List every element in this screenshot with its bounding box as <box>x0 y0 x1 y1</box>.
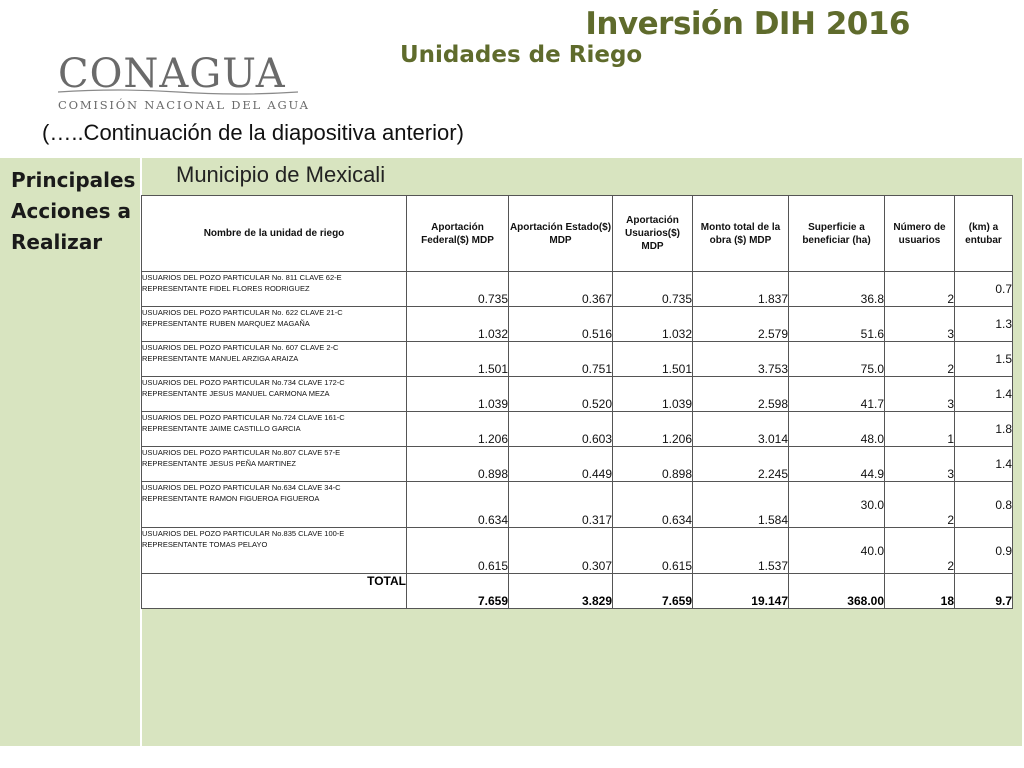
unidad-line2: REPRESENTANTE MANUEL ARZIGA ARAIZA <box>142 354 299 363</box>
total-row <box>142 574 1013 609</box>
unidad-line1: USUARIOS DEL POZO PARTICULAR No.724 CLAVE 161-C <box>142 413 345 422</box>
col-header-superficie: Superficie a beneficiar (ha) <box>789 196 885 272</box>
superficie-cell: 51.6 <box>789 307 885 342</box>
total-cell: 1.584 <box>693 482 789 528</box>
estado-cell: 0.367 <box>509 272 613 307</box>
logo-subtitle: COMISIÓN NACIONAL DEL AGUA <box>58 98 310 112</box>
federal-cell: 1.032 <box>407 307 509 342</box>
unidad-line1: USUARIOS DEL POZO PARTICULAR No. 811 CLAVE 62-E <box>142 273 342 282</box>
municipio-title: Municipio de Mexicali <box>176 162 386 187</box>
logo-wordmark: CONAGUA <box>58 51 286 97</box>
usuarios-cell: 0.898 <box>613 447 693 482</box>
usuarios-cell: 1.032 <box>613 307 693 342</box>
estado-cell: 0.603 <box>509 412 613 447</box>
superficie-cell: 30.0 <box>789 482 885 528</box>
usuarios-cell: 1.206 <box>613 412 693 447</box>
unidad-name <box>142 528 407 574</box>
federal-cell: 0.615 <box>407 528 509 574</box>
total-monto: 19.147 <box>693 574 789 609</box>
usuarios-cell: 1.039 <box>613 377 693 412</box>
total-usuarios: 7.659 <box>613 574 693 609</box>
unidad-line2: REPRESENTANTE RAMON FIGUEROA FIGUEROA <box>142 494 320 503</box>
km-cell: 1.4 <box>955 447 1013 482</box>
total-federal: 7.659 <box>407 574 509 609</box>
usuarios-cell: 1.501 <box>613 342 693 377</box>
table-row <box>142 412 1013 447</box>
total-cell: 1.537 <box>693 528 789 574</box>
slide-subtitle: Unidades de Riego <box>400 42 643 68</box>
unidad-name <box>142 447 407 482</box>
table-row <box>142 447 1013 482</box>
federal-cell: 1.039 <box>407 377 509 412</box>
numero-cell: 2 <box>885 528 955 574</box>
unidad-line2: REPRESENTANTE JESUS MANUEL CARMONA MEZA <box>142 389 330 398</box>
federal-cell: 0.634 <box>407 482 509 528</box>
unidad-name <box>142 307 407 342</box>
km-cell: 0.8 <box>955 482 1013 528</box>
usuarios-cell: 0.634 <box>613 482 693 528</box>
unidad-line2: REPRESENTANTE RUBEN MARQUEZ MAGAÑA <box>142 319 310 328</box>
col-header-usuarios: Aportación Usuarios($) MDP <box>613 196 693 272</box>
acciones-heading: Principales Acciones a Realizar <box>11 168 136 254</box>
total-numero: 18 <box>885 574 955 609</box>
total-cell: 3.753 <box>693 342 789 377</box>
unidad-line1: USUARIOS DEL POZO PARTICULAR No. 607 CLAVE 2-C <box>142 343 339 352</box>
usuarios-cell: 0.735 <box>613 272 693 307</box>
table-header-row <box>142 196 1013 272</box>
estado-cell: 0.516 <box>509 307 613 342</box>
col-header-monto: Monto total de la obra ($) MDP <box>693 196 789 272</box>
slide-title: Inversión DIH 2016 <box>585 6 910 42</box>
table-row <box>142 272 1013 307</box>
numero-cell: 3 <box>885 307 955 342</box>
investment-table <box>141 195 1013 609</box>
col-header-nombre: Nombre de la unidad de riego <box>142 196 407 272</box>
col-header-km: (km) a entubar <box>955 196 1013 272</box>
km-cell: 1.5 <box>955 342 1013 377</box>
numero-cell: 2 <box>885 342 955 377</box>
continuation-note: (…..Continuación de la diapositiva anterior) <box>42 120 464 145</box>
km-cell: 0.9 <box>955 528 1013 574</box>
unidad-name <box>142 272 407 307</box>
unidad-line1: USUARIOS DEL POZO PARTICULAR No.734 CLAVE 172-C <box>142 378 345 387</box>
total-label: TOTAL <box>142 574 407 609</box>
total-cell: 2.598 <box>693 377 789 412</box>
numero-cell: 2 <box>885 482 955 528</box>
usuarios-cell: 0.615 <box>613 528 693 574</box>
table-row <box>142 528 1013 574</box>
unidad-line2: REPRESENTANTE FIDEL FLORES RODRIGUEZ <box>142 284 310 293</box>
total-km: 9.7 <box>955 574 1013 609</box>
total-cell: 1.837 <box>693 272 789 307</box>
unidad-line1: USUARIOS DEL POZO PARTICULAR No.634 CLAVE 34-C <box>142 483 341 492</box>
km-cell: 1.4 <box>955 377 1013 412</box>
total-estado: 3.829 <box>509 574 613 609</box>
unidad-line1: USUARIOS DEL POZO PARTICULAR No.835 CLAVE 100-E <box>142 529 345 538</box>
superficie-cell: 40.0 <box>789 528 885 574</box>
unidad-line1: USUARIOS DEL POZO PARTICULAR No. 622 CLAVE 21-C <box>142 308 343 317</box>
km-cell: 1.3 <box>955 307 1013 342</box>
superficie-cell: 41.7 <box>789 377 885 412</box>
unidad-line2: REPRESENTANTE JAIME CASTILLO GARCIA <box>142 424 301 433</box>
unidad-line1: USUARIOS DEL POZO PARTICULAR No.807 CLAVE 57-E <box>142 448 341 457</box>
col-header-federal: Aportación Federal($) MDP <box>407 196 509 272</box>
logo-wave-icon <box>58 88 298 96</box>
total-cell: 2.245 <box>693 447 789 482</box>
federal-cell: 0.898 <box>407 447 509 482</box>
unidad-line2: REPRESENTANTE JESUS PEÑA MARTINEZ <box>142 459 296 468</box>
unidad-name <box>142 342 407 377</box>
unidad-name <box>142 412 407 447</box>
unidad-name <box>142 482 407 528</box>
estado-cell: 0.520 <box>509 377 613 412</box>
col-header-estado: Aportación Estado($) MDP <box>509 196 613 272</box>
total-superficie: 368.00 <box>789 574 885 609</box>
conagua-logo <box>58 52 318 118</box>
estado-cell: 0.307 <box>509 528 613 574</box>
numero-cell: 3 <box>885 447 955 482</box>
km-cell: 1.8 <box>955 412 1013 447</box>
unidad-name <box>142 377 407 412</box>
table-row <box>142 482 1013 528</box>
superficie-cell: 48.0 <box>789 412 885 447</box>
total-cell: 2.579 <box>693 307 789 342</box>
federal-cell: 0.735 <box>407 272 509 307</box>
total-cell: 3.014 <box>693 412 789 447</box>
numero-cell: 3 <box>885 377 955 412</box>
table-row <box>142 342 1013 377</box>
estado-cell: 0.317 <box>509 482 613 528</box>
estado-cell: 0.751 <box>509 342 613 377</box>
km-cell: 0.7 <box>955 272 1013 307</box>
estado-cell: 0.449 <box>509 447 613 482</box>
table-row <box>142 377 1013 412</box>
federal-cell: 1.501 <box>407 342 509 377</box>
superficie-cell: 44.9 <box>789 447 885 482</box>
unidad-line2: REPRESENTANTE TOMAS PELAYO <box>142 540 268 549</box>
table-row <box>142 307 1013 342</box>
numero-cell: 2 <box>885 272 955 307</box>
col-header-numero: Número de usuarios <box>885 196 955 272</box>
superficie-cell: 75.0 <box>789 342 885 377</box>
federal-cell: 1.206 <box>407 412 509 447</box>
numero-cell: 1 <box>885 412 955 447</box>
superficie-cell: 36.8 <box>789 272 885 307</box>
